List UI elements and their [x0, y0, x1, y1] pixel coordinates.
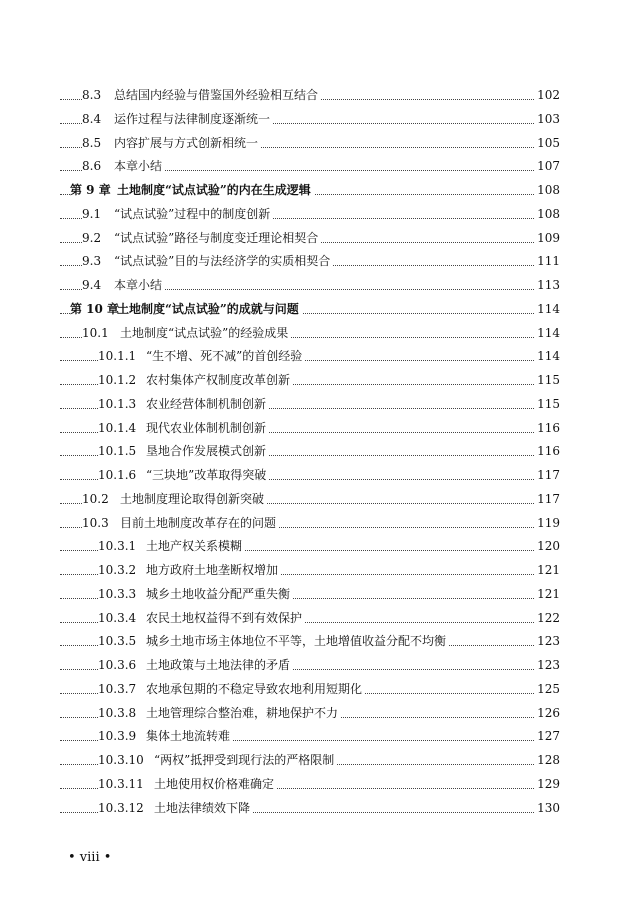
toc-entry-title: 本章小结: [114, 159, 163, 174]
toc-entry-title: 内容扩展与方式创新相统一: [114, 135, 259, 150]
toc-entry-label: [70, 179, 314, 203]
toc-entry-title: 垦地合作发展模式创新: [146, 444, 267, 459]
toc-entry-label: [82, 108, 273, 132]
toc-entry-number: 10.3.9: [98, 729, 137, 744]
toc-entry-number: 第 10 章: [70, 301, 120, 316]
page-number-footer: • viii •: [68, 850, 112, 865]
toc-section-entry: [0, 227, 638, 251]
toc-entry-title: 农民土地权益得不到有效保护: [146, 610, 303, 625]
toc-entry-page-number: 109: [534, 227, 560, 251]
toc-entry-title: 集体土地流转难: [146, 729, 231, 744]
toc-entry-page-number: 116: [534, 417, 560, 441]
toc-section-entry: [0, 274, 638, 298]
toc-entry-number: 8.3: [82, 88, 102, 102]
toc-entry-page-number: 117: [534, 488, 560, 512]
toc-entry-label: [82, 512, 279, 536]
toc-section-entry: [0, 464, 638, 488]
toc-entry-title: 目前土地制度改革存在的问题: [120, 515, 277, 530]
toc-entry-title: 总结国内经验与借鉴国外经验相互结合: [114, 88, 319, 102]
toc-section-entry: [0, 678, 638, 702]
toc-entry-number: 8.5: [82, 135, 102, 150]
toc-section-entry: [0, 559, 638, 583]
toc-entry-page-number: 123: [534, 630, 560, 654]
toc-entry-label: [98, 583, 293, 607]
toc-entry-page-number: 123: [534, 654, 560, 678]
toc-entry-number: 10.1: [82, 325, 109, 340]
toc-chapter-entry: [0, 179, 638, 203]
toc-entry-label: [82, 203, 273, 227]
toc-entry-page-number: 130: [534, 797, 560, 821]
toc-section-entry: [0, 369, 638, 393]
toc-entry-label: [98, 749, 337, 773]
toc-entry-number: 9.2: [82, 230, 102, 245]
toc-section-entry: [0, 108, 638, 132]
toc-entry-title: “试点试验”目的与法经济学的实质相契合: [114, 254, 331, 269]
toc-entry-label: [82, 84, 321, 108]
toc-entry-page-number: 114: [534, 345, 560, 369]
toc-entry-title: 土地管理综合整治难，耕地保护不力: [146, 705, 339, 720]
toc-entry-number: 9.4: [82, 278, 102, 292]
toc-entry-title: 本章小结: [114, 278, 163, 292]
toc-section-entry: [0, 155, 638, 179]
toc-entry-page-number: 103: [534, 108, 560, 132]
toc-entry-page-number: 116: [534, 440, 560, 464]
toc-entry-title: “三块地”改革取得突破: [146, 468, 267, 482]
toc-section-entry: [0, 440, 638, 464]
toc-entry-page-number: 125: [534, 678, 560, 702]
toc-entry-title: 土地制度理论取得创新突破: [120, 491, 265, 506]
toc-entry-title: 地方政府土地垄断权增加: [146, 563, 279, 577]
toc-entry-number: 10.3.2: [98, 563, 137, 577]
toc-entry-label: [98, 345, 305, 369]
toc-entry-number: 10.3: [82, 515, 109, 530]
toc-entry-page-number: 121: [534, 559, 560, 583]
toc-entry-title: 农业经营体制机制创新: [146, 396, 267, 411]
toc-section-entry: [0, 393, 638, 417]
toc-entry-label: [98, 464, 269, 488]
toc-entry-page-number: 108: [534, 179, 560, 203]
toc-entry-label: [82, 274, 165, 298]
toc-entry-number: 9.3: [82, 254, 102, 269]
toc-entry-title: 城乡土地收益分配严重失衡: [146, 586, 291, 601]
toc-entry-label: [98, 773, 277, 797]
toc-section-entry: [0, 488, 638, 512]
toc-entry-label: [98, 417, 269, 441]
toc-entry-label: [98, 440, 269, 464]
toc-entry-page-number: 114: [534, 298, 560, 322]
toc-entry-label: [82, 227, 321, 251]
toc-entry-page-number: 105: [534, 132, 560, 156]
toc-section-entry: [0, 702, 638, 726]
toc-entry-number: 10.3.11: [98, 776, 144, 791]
toc-entry-page-number: 115: [534, 369, 560, 393]
toc-entry-number: 10.3.7: [98, 681, 137, 696]
toc-entry-title: “试点试验”过程中的制度创新: [114, 206, 271, 221]
toc-entry-number: 10.1.4: [98, 420, 137, 435]
toc-entry-title: 农村集体产权制度改革创新: [146, 373, 291, 387]
toc-entry-page-number: 108: [534, 203, 560, 227]
toc-entry-label: [98, 559, 281, 583]
toc-section-entry: [0, 345, 638, 369]
toc-entry-title: 土地制度“试点试验”的成就与问题: [117, 301, 299, 316]
toc-section-entry: [0, 654, 638, 678]
toc-entry-label: [82, 488, 267, 512]
toc-entry-number: 10.1.6: [98, 468, 137, 482]
toc-entry-page-number: 120: [534, 535, 560, 559]
table-of-contents: [0, 84, 638, 820]
toc-entry-title: 现代农业体制机制创新: [146, 420, 267, 435]
toc-section-entry: [0, 607, 638, 631]
toc-entry-label: [98, 725, 233, 749]
toc-entry-number: 10.3.4: [98, 610, 137, 625]
toc-entry-number: 8.4: [82, 111, 102, 126]
toc-section-entry: [0, 132, 638, 156]
toc-entry-label: [82, 132, 261, 156]
toc-entry-page-number: 102: [534, 84, 560, 108]
toc-entry-page-number: 114: [534, 322, 560, 346]
toc-section-entry: [0, 250, 638, 274]
toc-entry-title: 城乡土地市场主体地位不平等，土地增值收益分配不均衡: [146, 634, 447, 649]
toc-entry-label: [98, 535, 245, 559]
toc-entry-page-number: 122: [534, 607, 560, 631]
toc-entry-title: 运作过程与法律制度逐渐统一: [114, 111, 271, 126]
toc-entry-title: “生不增、死不减”的首创经验: [146, 349, 303, 364]
toc-entry-page-number: 129: [534, 773, 560, 797]
toc-entry-number: 10.3.10: [98, 753, 144, 767]
toc-entry-number: 8.6: [82, 159, 102, 174]
toc-section-entry: [0, 512, 638, 536]
toc-section-entry: [0, 583, 638, 607]
toc-entry-label: [82, 250, 333, 274]
toc-entry-title: 土地法律绩效下降: [154, 800, 251, 815]
toc-entry-page-number: 117: [534, 464, 560, 488]
toc-entry-number: 10.3.8: [98, 705, 137, 720]
toc-entry-number: 10.3.12: [98, 800, 144, 815]
toc-section-entry: [0, 84, 638, 108]
toc-entry-title: “试点试验”路径与制度变迁理论相契合: [114, 230, 319, 245]
toc-entry-number: 9.1: [82, 206, 102, 221]
toc-chapter-entry: [0, 298, 638, 322]
toc-entry-title: 土地政策与土地法律的矛盾: [146, 658, 291, 672]
toc-section-entry: [0, 322, 638, 346]
toc-entry-label: [82, 322, 291, 346]
toc-entry-title: 农地承包期的不稳定导致农地利用短期化: [146, 681, 363, 696]
toc-entry-title: 土地制度“试点试验”的内在生成逻辑: [117, 183, 311, 197]
toc-entry-number: 10.3.3: [98, 586, 137, 601]
toc-entry-label: [70, 298, 302, 322]
toc-entry-label: [98, 630, 449, 654]
toc-entry-number: 10.3.1: [98, 539, 137, 554]
toc-section-entry: [0, 749, 638, 773]
toc-entry-label: [98, 393, 269, 417]
toc-entry-number: 10.2: [82, 491, 109, 506]
toc-entry-number: 10.1.5: [98, 444, 137, 459]
toc-entry-number: 10.1.2: [98, 373, 137, 387]
toc-entry-label: [98, 607, 305, 631]
toc-entry-label: [98, 702, 341, 726]
toc-entry-page-number: 126: [534, 702, 560, 726]
toc-section-entry: [0, 725, 638, 749]
toc-entry-number: 第 9 章: [70, 183, 111, 197]
toc-entry-page-number: 119: [534, 512, 560, 536]
toc-entry-label: [82, 155, 165, 179]
toc-entry-page-number: 107: [534, 155, 560, 179]
toc-entry-number: 10.3.5: [98, 634, 137, 649]
toc-entry-title: 土地使用权价格难确定: [154, 776, 275, 791]
toc-entry-page-number: 128: [534, 749, 560, 773]
toc-section-entry: [0, 773, 638, 797]
toc-entry-page-number: 115: [534, 393, 560, 417]
toc-section-entry: [0, 417, 638, 441]
toc-section-entry: [0, 535, 638, 559]
toc-entry-label: [98, 797, 253, 821]
toc-entry-page-number: 121: [534, 583, 560, 607]
toc-section-entry: [0, 630, 638, 654]
toc-entry-page-number: 111: [534, 250, 560, 274]
toc-entry-number: 10.1.1: [98, 349, 137, 364]
toc-entry-title: 土地产权关系模糊: [146, 539, 243, 554]
toc-section-entry: [0, 203, 638, 227]
toc-entry-label: [98, 654, 293, 678]
toc-entry-title: “两权”抵押受到现行法的严格限制: [154, 753, 335, 767]
toc-entry-number: 10.1.3: [98, 396, 137, 411]
toc-entry-page-number: 127: [534, 725, 560, 749]
toc-entry-label: [98, 678, 365, 702]
toc-section-entry: [0, 797, 638, 821]
toc-entry-label: [98, 369, 293, 393]
toc-entry-page-number: 113: [534, 274, 560, 298]
toc-entry-number: 10.3.6: [98, 658, 137, 672]
toc-entry-title: 土地制度“试点试验”的经验成果: [120, 325, 289, 340]
